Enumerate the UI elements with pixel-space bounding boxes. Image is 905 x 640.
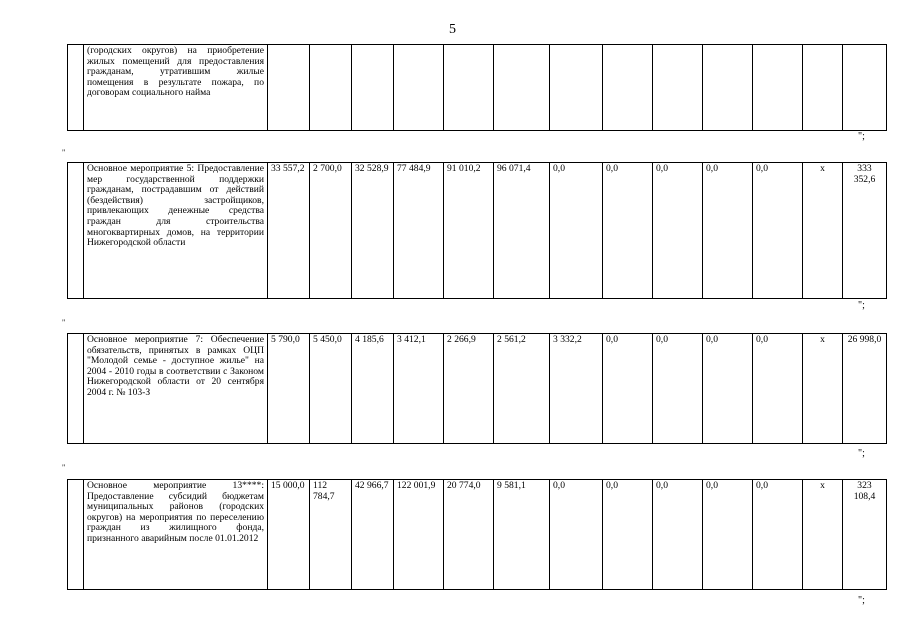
value-cell xyxy=(352,45,394,131)
opening-quote: " xyxy=(62,148,66,157)
value-cell: 5 450,0 xyxy=(310,334,352,444)
value-cell: 33 557,2 xyxy=(268,163,310,299)
value-cell: 20 774,0 xyxy=(444,480,494,590)
value-cell: 0,0 xyxy=(653,480,703,590)
row-number-cell xyxy=(68,45,84,131)
value-cell: 3 332,2 xyxy=(550,334,603,444)
table-fragment xyxy=(67,333,887,444)
opening-quote: " xyxy=(62,463,66,472)
value-cell: 0,0 xyxy=(653,163,703,299)
description-cell: Основное мероприятие 7: Обеспечение обязательств, принятых в рамках ОЦП "Молодой семье - доступное жилье" на 2004 - 2010 годы в соответствии с Законом Нижегородской области от 20 сентября 2004 г. № 103-З xyxy=(84,334,268,444)
value-cell xyxy=(603,45,653,131)
closing-quote: "; xyxy=(858,595,865,606)
value-cell: 42 966,7 xyxy=(352,480,394,590)
value-cell: 0,0 xyxy=(603,334,653,444)
table-row xyxy=(68,45,887,131)
page-number: 5 xyxy=(449,22,456,37)
table-row xyxy=(68,163,887,299)
value-cell xyxy=(444,45,494,131)
description-cell: Основное мероприятие 5: Предоставление мер государственной поддержки гражданам, пострадавшим от действий (бездействия) застройщиков, привлекающих денежные средства граждан для строительства многоквартирных домов, на территории Нижегородской области xyxy=(84,163,268,299)
total-cell: 26 998,0 xyxy=(843,334,887,444)
table-row xyxy=(68,334,887,444)
value-cell xyxy=(703,45,753,131)
value-cell: x xyxy=(803,163,843,299)
table-fragment xyxy=(67,479,887,590)
value-cell: 0,0 xyxy=(753,480,803,590)
value-cell: 0,0 xyxy=(653,334,703,444)
table-row xyxy=(68,480,887,590)
value-cell xyxy=(550,45,603,131)
value-cell: 32 528,9 xyxy=(352,163,394,299)
value-cell xyxy=(310,45,352,131)
value-cell: 122 001,9 xyxy=(394,480,444,590)
value-cell xyxy=(394,45,444,131)
value-cell: 77 484,9 xyxy=(394,163,444,299)
closing-quote: "; xyxy=(858,131,865,142)
value-cell: 2 700,0 xyxy=(310,163,352,299)
value-cell: 0,0 xyxy=(753,334,803,444)
total-cell: 333 352,6 xyxy=(843,163,887,299)
value-cell: 2 561,2 xyxy=(494,334,550,444)
value-cell: 0,0 xyxy=(603,480,653,590)
value-cell: 112 784,7 xyxy=(310,480,352,590)
value-cell: 2 266,9 xyxy=(444,334,494,444)
table-fragment xyxy=(67,44,887,131)
row-number-cell xyxy=(68,334,84,444)
value-cell: x xyxy=(803,334,843,444)
value-cell xyxy=(268,45,310,131)
value-cell xyxy=(803,45,843,131)
value-cell: 9 581,1 xyxy=(494,480,550,590)
row-number-cell xyxy=(68,163,84,299)
total-cell xyxy=(843,45,887,131)
value-cell xyxy=(753,45,803,131)
value-cell: 0,0 xyxy=(753,163,803,299)
row-number-cell xyxy=(68,480,84,590)
value-cell: 0,0 xyxy=(550,163,603,299)
value-cell: 0,0 xyxy=(703,334,753,444)
table-fragment xyxy=(67,162,887,299)
value-cell: 0,0 xyxy=(550,480,603,590)
closing-quote: "; xyxy=(858,300,865,311)
description-cell: (городских округов) на приобретение жилых помещений для предоставления гражданам, утратившим жилые помещения в результате пожара, по договорам социального найма xyxy=(84,45,268,131)
value-cell: 15 000,0 xyxy=(268,480,310,590)
value-cell xyxy=(494,45,550,131)
value-cell: 4 185,6 xyxy=(352,334,394,444)
value-cell: 3 412,1 xyxy=(394,334,444,444)
value-cell: 0,0 xyxy=(703,480,753,590)
total-cell: 323 108,4 xyxy=(843,480,887,590)
value-cell: 0,0 xyxy=(603,163,653,299)
value-cell xyxy=(653,45,703,131)
opening-quote: " xyxy=(62,318,66,327)
value-cell: 0,0 xyxy=(703,163,753,299)
value-cell: 91 010,2 xyxy=(444,163,494,299)
description-cell: Основное мероприятие 13****: Предоставление субсидий бюджетам муниципальных районов (городских округов) на мероприятия по переселению граждан из жилищного фонда, признанного аварийным после 01.01.2012 xyxy=(84,480,268,590)
closing-quote: "; xyxy=(858,448,865,459)
value-cell: 5 790,0 xyxy=(268,334,310,444)
value-cell: 96 071,4 xyxy=(494,163,550,299)
value-cell: x xyxy=(803,480,843,590)
